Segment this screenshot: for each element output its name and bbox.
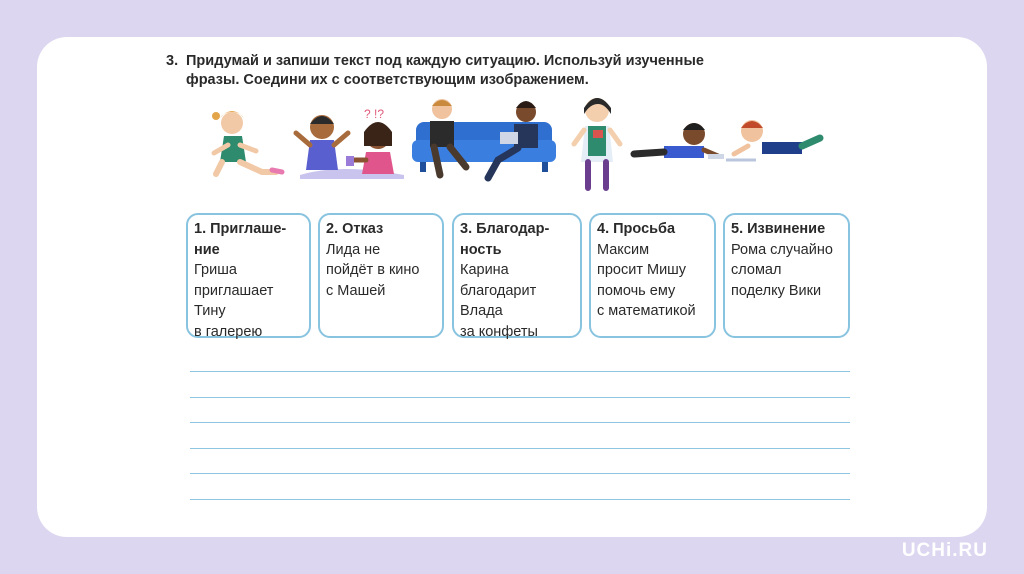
situation-box-gratitude[interactable] [452,213,582,338]
task-instruction [166,52,806,90]
situation-text: Лида не пойдёт в кино с Машей [326,241,420,299]
situation-title: 1. Приглаше- ние [194,221,287,258]
situation-text: Максим просит Мишу помочь ему с математикой [597,241,696,319]
brand-logo: UCHi.RU [901,540,988,561]
situation-title: 2. Отказ [326,221,384,237]
writing-line[interactable] [190,499,850,500]
situation-title: 5. Извинение [731,221,826,237]
writing-line[interactable] [190,473,850,474]
situation-box-apology[interactable] [723,213,850,338]
situation-box-invitation[interactable] [186,213,311,338]
bubble-marks: ? !? [364,107,385,121]
task-line-2: фразы. Соедини их с соответствующим изображением. [186,72,589,88]
situation-text: Рома случайно сломал поделку Вики [731,241,833,299]
situation-text: Карина благодарит Влада за конфеты [460,262,538,340]
writing-line[interactable] [190,371,850,372]
task-line-1: Придумай и запиши текст под каждую ситуацию. Используй изученные [186,53,704,69]
situation-text: Гриша приглашает Тину в галерею [194,262,274,340]
situation-title: 4. Просьба [597,221,676,237]
writing-line[interactable] [190,397,850,398]
situation-title: 3. Благодар- ность [460,221,550,258]
situation-box-refusal[interactable] [318,213,444,338]
writing-line[interactable] [190,422,850,423]
writing-line[interactable] [190,448,850,449]
task-number: 3. [166,53,179,69]
situation-box-request[interactable] [589,213,716,338]
